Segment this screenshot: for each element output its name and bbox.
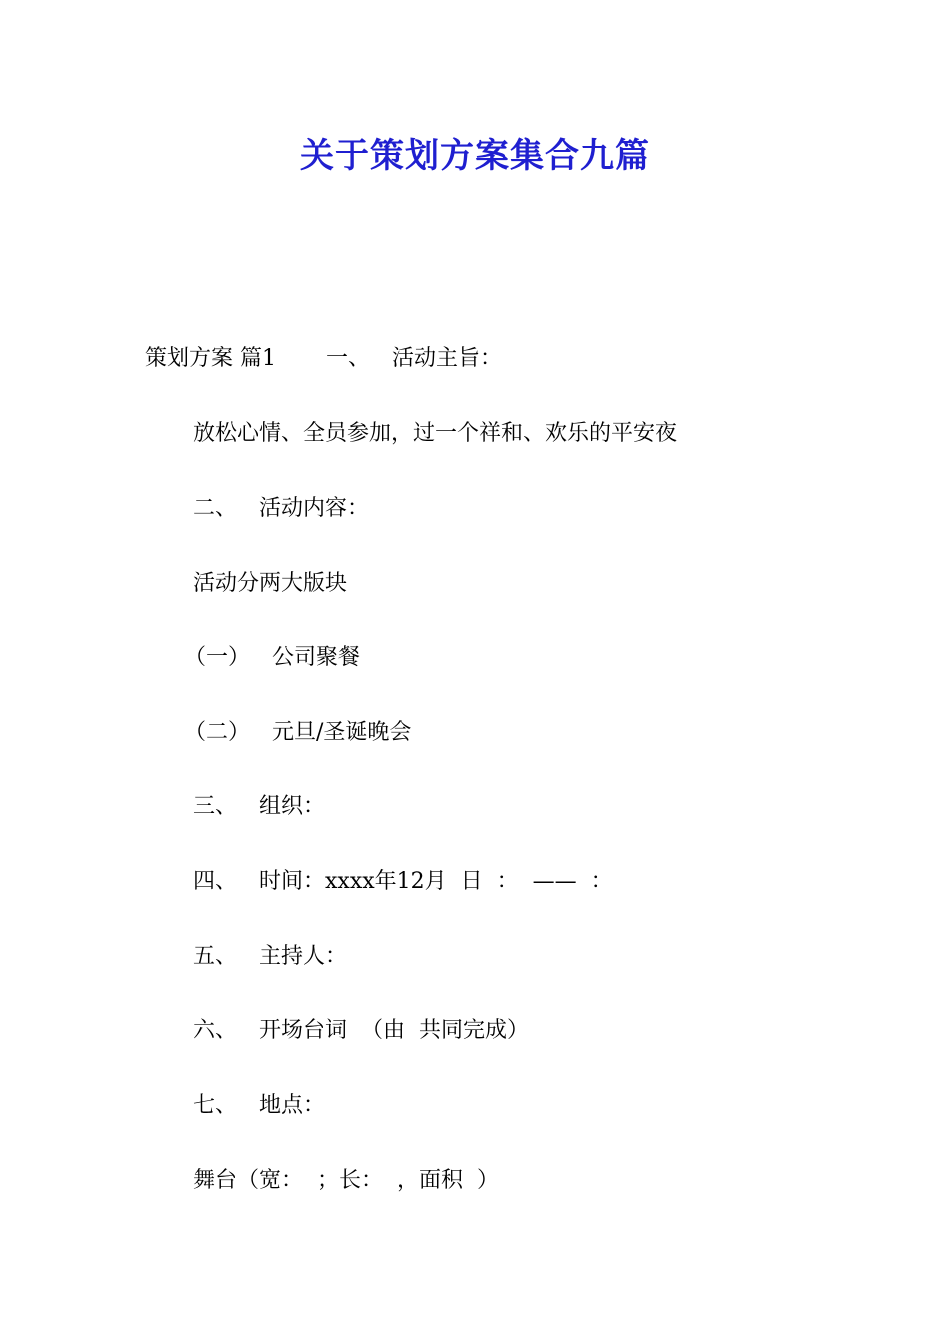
item-number: 三、 [193, 794, 238, 819]
item-number: （一） [184, 645, 251, 670]
section-label: 策划方案 篇1 [145, 346, 276, 371]
item-number: 四、 [193, 869, 238, 894]
section-heading-line [145, 344, 502, 374]
item-number: 五、 [193, 944, 238, 969]
item-text: 活动主旨： [392, 346, 503, 371]
numbered-line [193, 494, 369, 524]
item-number: （二） [184, 720, 251, 745]
item-text: 元旦/圣诞晚会 [272, 720, 412, 745]
item-number: 二、 [193, 496, 238, 521]
numbered-line [193, 1091, 325, 1121]
numbered-line [193, 1016, 529, 1046]
numbered-line [193, 867, 613, 897]
item-text: 公司聚餐 [272, 645, 361, 670]
item-text: 地点： [259, 1093, 326, 1118]
item-number: 一、 [326, 346, 371, 371]
paragraph-line: 舞台（宽： ；长： ，面积 ） [193, 1168, 499, 1193]
numbered-line [193, 942, 347, 972]
paragraph-line: 放松心情、全员参加，过一个祥和、欢乐的平安夜 [193, 421, 678, 446]
item-text: 活动内容： [259, 496, 370, 521]
item-text: 主持人： [259, 944, 348, 969]
item-text: 开场台词 （由 共同完成） [259, 1018, 529, 1043]
numbered-line [184, 643, 360, 673]
item-text: 时间：xxxx年12月 日 ： —— ： [259, 869, 613, 894]
paragraph-line: 活动分两大版块 [193, 571, 348, 596]
numbered-line [184, 718, 411, 748]
document-title: 关于策划方案集合九篇 [300, 136, 650, 176]
item-number: 六、 [193, 1018, 238, 1043]
item-number: 七、 [193, 1093, 238, 1118]
item-text: 组织： [259, 794, 326, 819]
numbered-line [193, 792, 325, 822]
